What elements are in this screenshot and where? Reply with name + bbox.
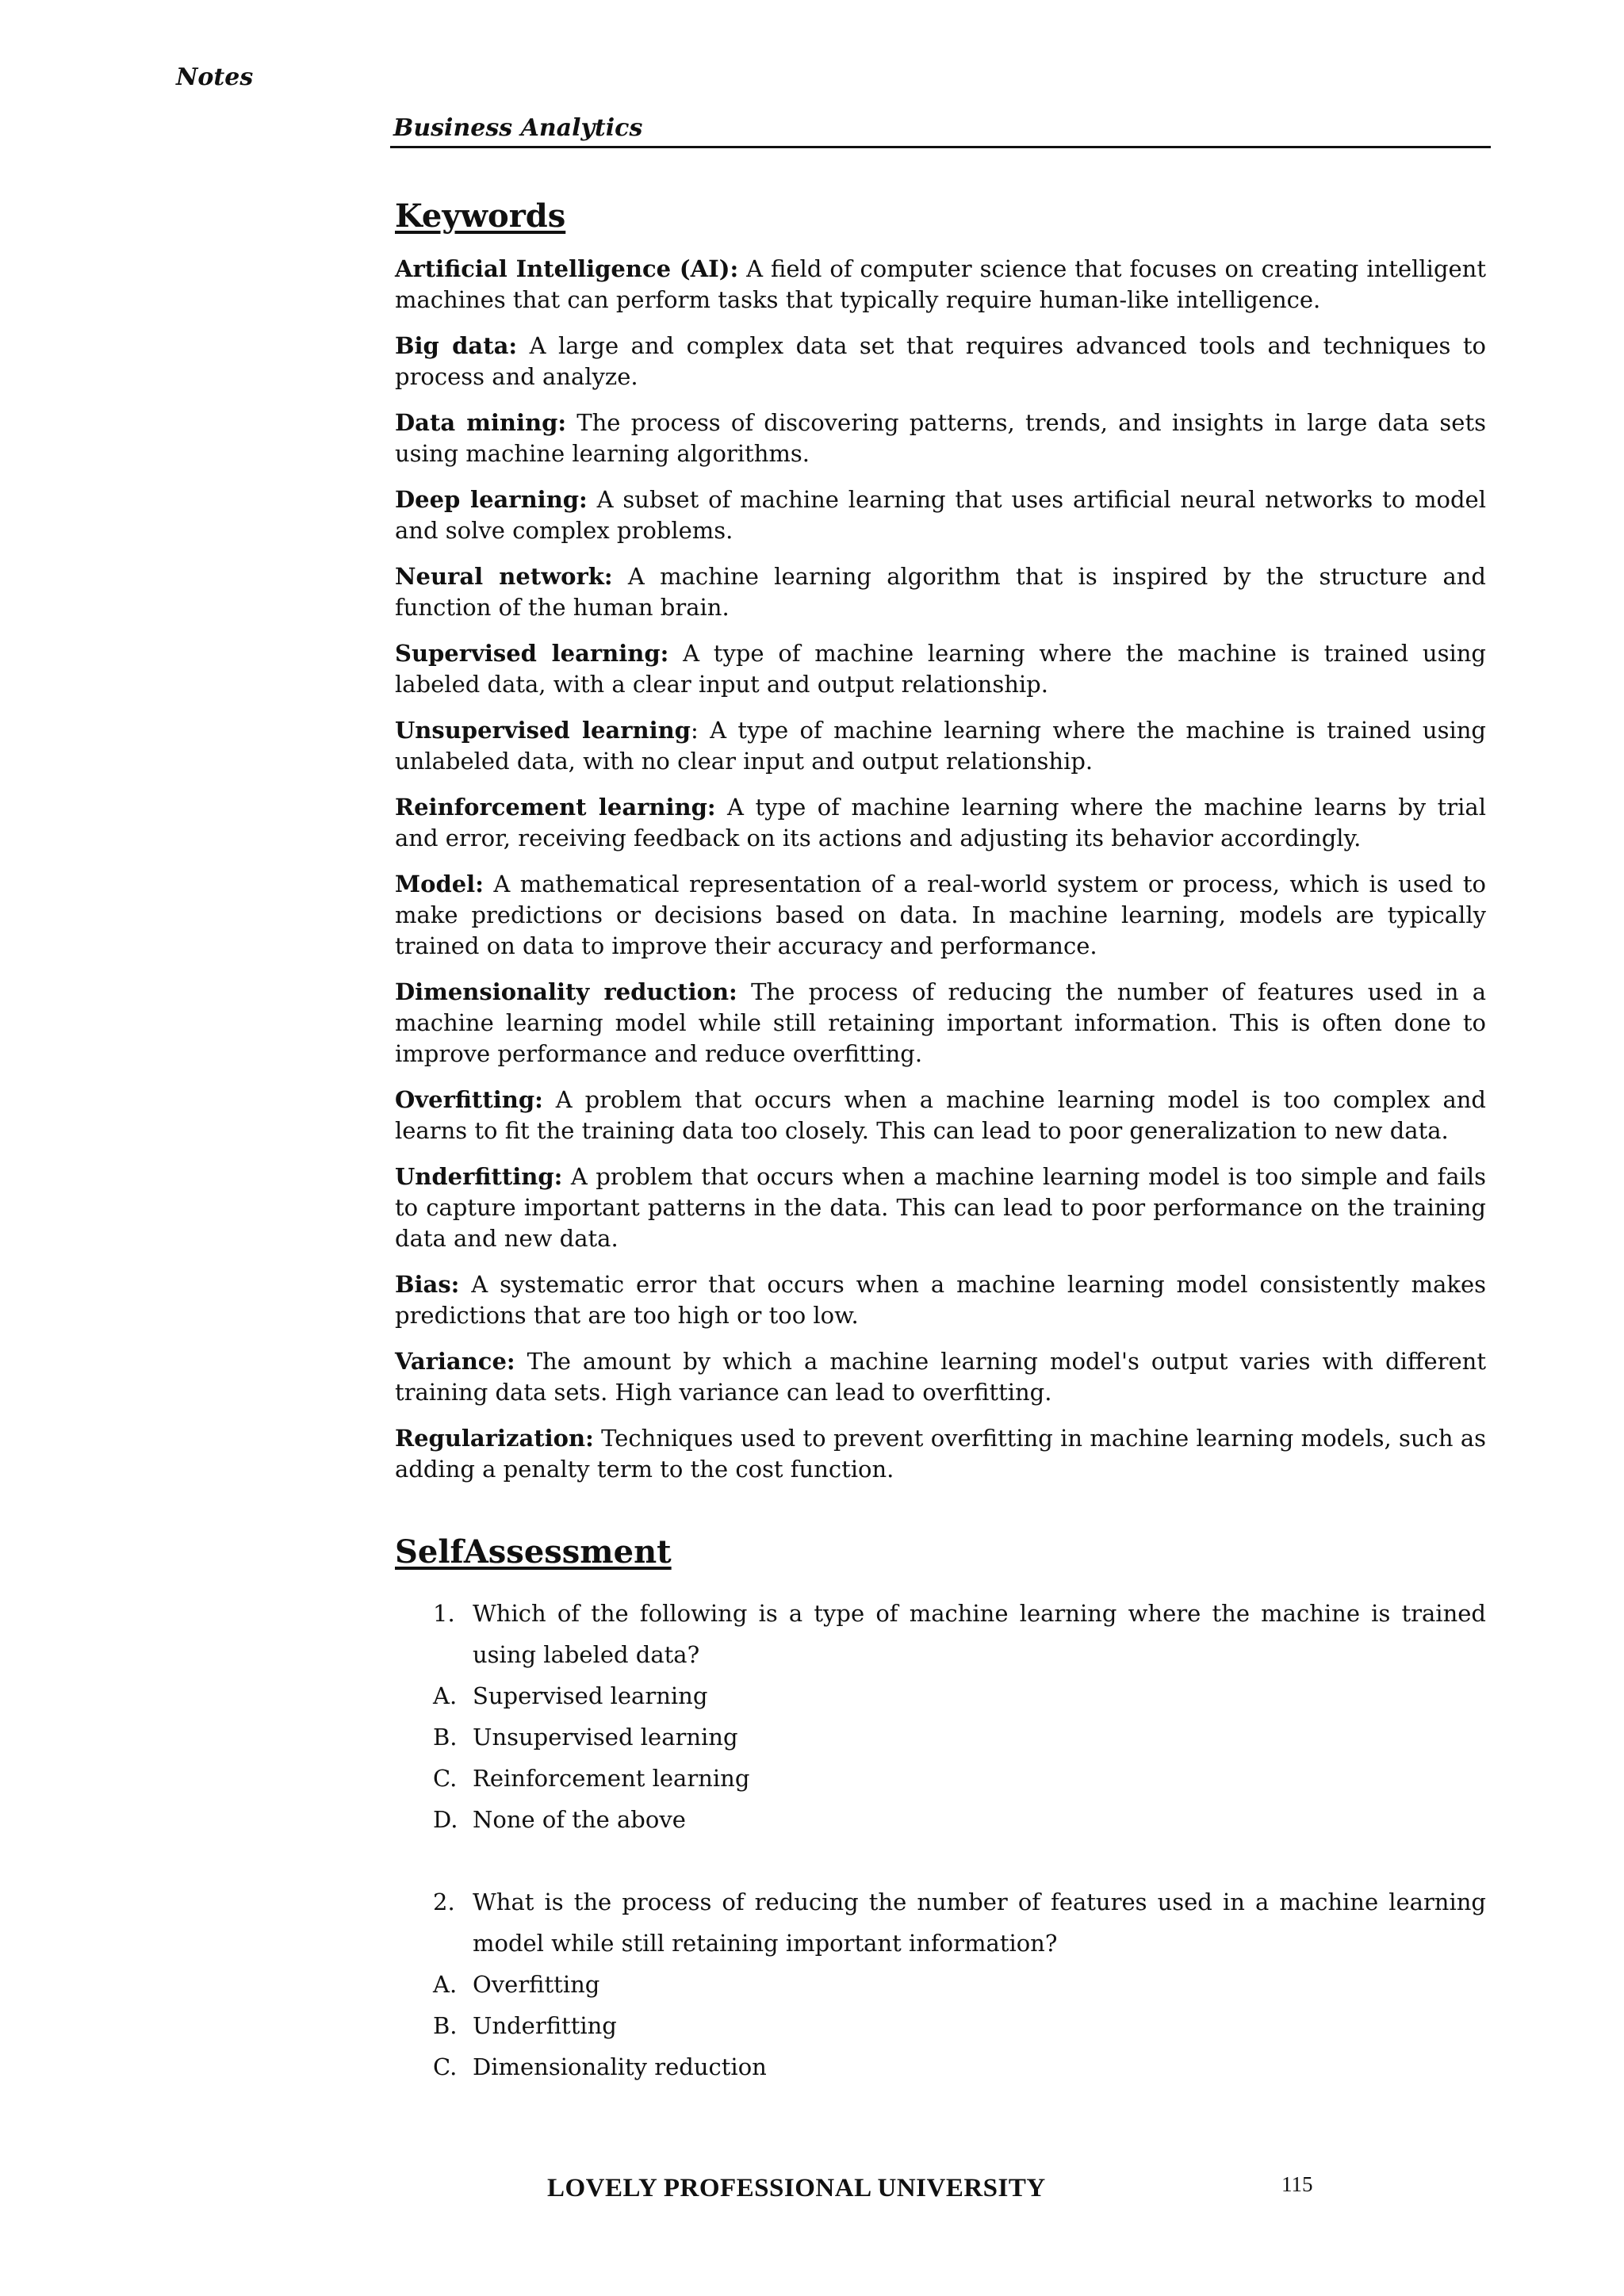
- keyword-term: Dimensionality reduction:: [395, 978, 737, 1005]
- page-content: [395, 193, 1486, 2087]
- keyword-term: Underfitting:: [395, 1163, 563, 1190]
- keyword-entry: [395, 1346, 1486, 1408]
- keyword-definition: A problem that occurs when a machine learning model is too complex and learns to fit the training data too closely. This can lead to poor generalization to new data.: [395, 1086, 1486, 1144]
- answer-option: [395, 2046, 1486, 2087]
- keyword-term: Regularization:: [395, 1425, 594, 1452]
- question-number: 1.: [433, 1600, 455, 1627]
- question-spacer: [395, 1840, 1486, 1881]
- keyword-term: Deep learning:: [395, 486, 588, 513]
- option-text: Underfitting: [473, 2012, 617, 2039]
- keyword-entry: [395, 1269, 1486, 1331]
- keyword-entry: [395, 1423, 1486, 1485]
- keyword-entry: [395, 254, 1486, 316]
- question-block: [395, 1593, 1486, 1840]
- keyword-definition: A type of machine learning where the machine learns by trial and error, receiving feedback on its actions and adjusting its behavior accordingly.: [395, 794, 1487, 851]
- option-text: Unsupervised learning: [473, 1724, 738, 1751]
- running-header: Business Analytics: [393, 114, 643, 142]
- keyword-definition: A mathematical representation of a real-world system or process, which is used to make predictions or decisions based on data. In machine learning, models are typically trained on data to improve their accuracy and performance.: [395, 871, 1486, 959]
- keyword-entry: [395, 977, 1486, 1070]
- question-text: What is the process of reducing the number of features used in a machine learning model while still retaining important information?: [473, 1888, 1486, 1957]
- keyword-entry: [395, 638, 1486, 700]
- keyword-entry: [395, 484, 1486, 546]
- keyword-entry: [395, 792, 1486, 854]
- keywords-list: [395, 254, 1486, 1485]
- keyword-entry: [395, 869, 1486, 962]
- keyword-term: Artificial Intelligence (AI):: [395, 255, 739, 282]
- keyword-definition: : A type of machine learning where the machine is trained using unlabeled data, with no clear input and output relationship.: [395, 717, 1486, 775]
- keyword-definition: A large and complex data set that requires advanced tools and techniques to process and analyze.: [395, 332, 1486, 390]
- question-text: Which of the following is a type of machine learning where the machine is trained using labeled data?: [473, 1600, 1486, 1668]
- footer-university: LOVELY PROFESSIONAL UNIVERSITY: [547, 2174, 1046, 2202]
- keyword-term: Big data:: [395, 332, 518, 359]
- keyword-entry: [395, 1161, 1486, 1254]
- question: [395, 1881, 1486, 1964]
- keyword-term: Unsupervised learning: [395, 717, 691, 744]
- keywords-heading: Keywords: [395, 197, 566, 235]
- answer-option: [395, 2005, 1486, 2046]
- keyword-term: Overfitting:: [395, 1086, 543, 1113]
- question: [395, 1593, 1486, 1675]
- keyword-term: Bias:: [395, 1271, 460, 1298]
- option-letter: A.: [433, 1682, 458, 1709]
- keyword-definition: A problem that occurs when a machine learning model is too simple and fails to capture important patterns in the data. This can lead to poor performance on the training data and new data.: [395, 1163, 1486, 1252]
- keyword-definition: Techniques used to prevent overfitting in machine learning models, such as adding a penalty term to the cost function.: [395, 1425, 1486, 1483]
- keyword-definition: A field of computer science that focuses on creating intelligent machines that can perform tasks that typically require human-like intelligence.: [395, 255, 1486, 313]
- option-text: Dimensionality reduction: [473, 2053, 767, 2080]
- option-text: Reinforcement learning: [473, 1765, 750, 1792]
- answer-option: [395, 1675, 1486, 1716]
- keyword-entry: [395, 408, 1486, 469]
- answer-option: [395, 1964, 1486, 2005]
- keyword-term: Neural network:: [395, 563, 613, 590]
- keyword-term: Data mining:: [395, 409, 567, 436]
- option-letter: A.: [433, 1971, 458, 1998]
- option-letter: B.: [433, 2012, 458, 2039]
- answer-option: [395, 1799, 1486, 1840]
- question-number: 2.: [433, 1888, 455, 1915]
- answer-option: [395, 1758, 1486, 1799]
- keyword-entry: [395, 1085, 1486, 1146]
- keyword-definition: A systematic error that occurs when a machine learning model consistently makes predictions that are too high or too low.: [395, 1271, 1486, 1329]
- keyword-term: Variance:: [395, 1348, 515, 1375]
- answer-option: [395, 1716, 1486, 1758]
- keyword-definition: The process of discovering patterns, trends, and insights in large data sets using machine learning algorithms.: [395, 409, 1486, 467]
- keyword-definition: The process of reducing the number of features used in a machine learning model while still retaining important information. This is often done to improve performance and reduce overfitting.: [395, 978, 1487, 1067]
- keyword-term: Reinforcement learning:: [395, 794, 716, 821]
- keyword-entry: [395, 561, 1486, 623]
- keyword-entry: [395, 715, 1486, 777]
- keyword-definition: A type of machine learning where the machine is trained using labeled data, with a clear input and output relationship.: [395, 640, 1486, 698]
- option-text: Overfitting: [473, 1971, 600, 1998]
- keyword-entry: [395, 331, 1486, 392]
- keyword-definition: A machine learning algorithm that is inspired by the structure and function of the human brain.: [395, 563, 1486, 621]
- keyword-term: Supervised learning:: [395, 640, 669, 667]
- option-letter: C.: [433, 1765, 458, 1792]
- header-rule: [390, 146, 1491, 148]
- keyword-term: Model:: [395, 871, 484, 897]
- keyword-definition: The amount by which a machine learning model's output varies with different training data sets. High variance can lead to overfitting.: [395, 1348, 1486, 1406]
- option-text: Supervised learning: [473, 1682, 708, 1709]
- margin-notes-label: Notes: [176, 63, 254, 91]
- question-block: [395, 1881, 1486, 2087]
- option-letter: B.: [433, 1724, 458, 1751]
- option-text: None of the above: [473, 1806, 686, 1833]
- page-number: 115: [1281, 2172, 1313, 2196]
- keyword-definition: A subset of machine learning that uses artificial neural networks to model and solve complex problems.: [395, 486, 1486, 544]
- option-letter: D.: [433, 1806, 458, 1833]
- self-assessment-heading: SelfAssessment: [395, 1533, 672, 1571]
- option-letter: C.: [433, 2053, 458, 2080]
